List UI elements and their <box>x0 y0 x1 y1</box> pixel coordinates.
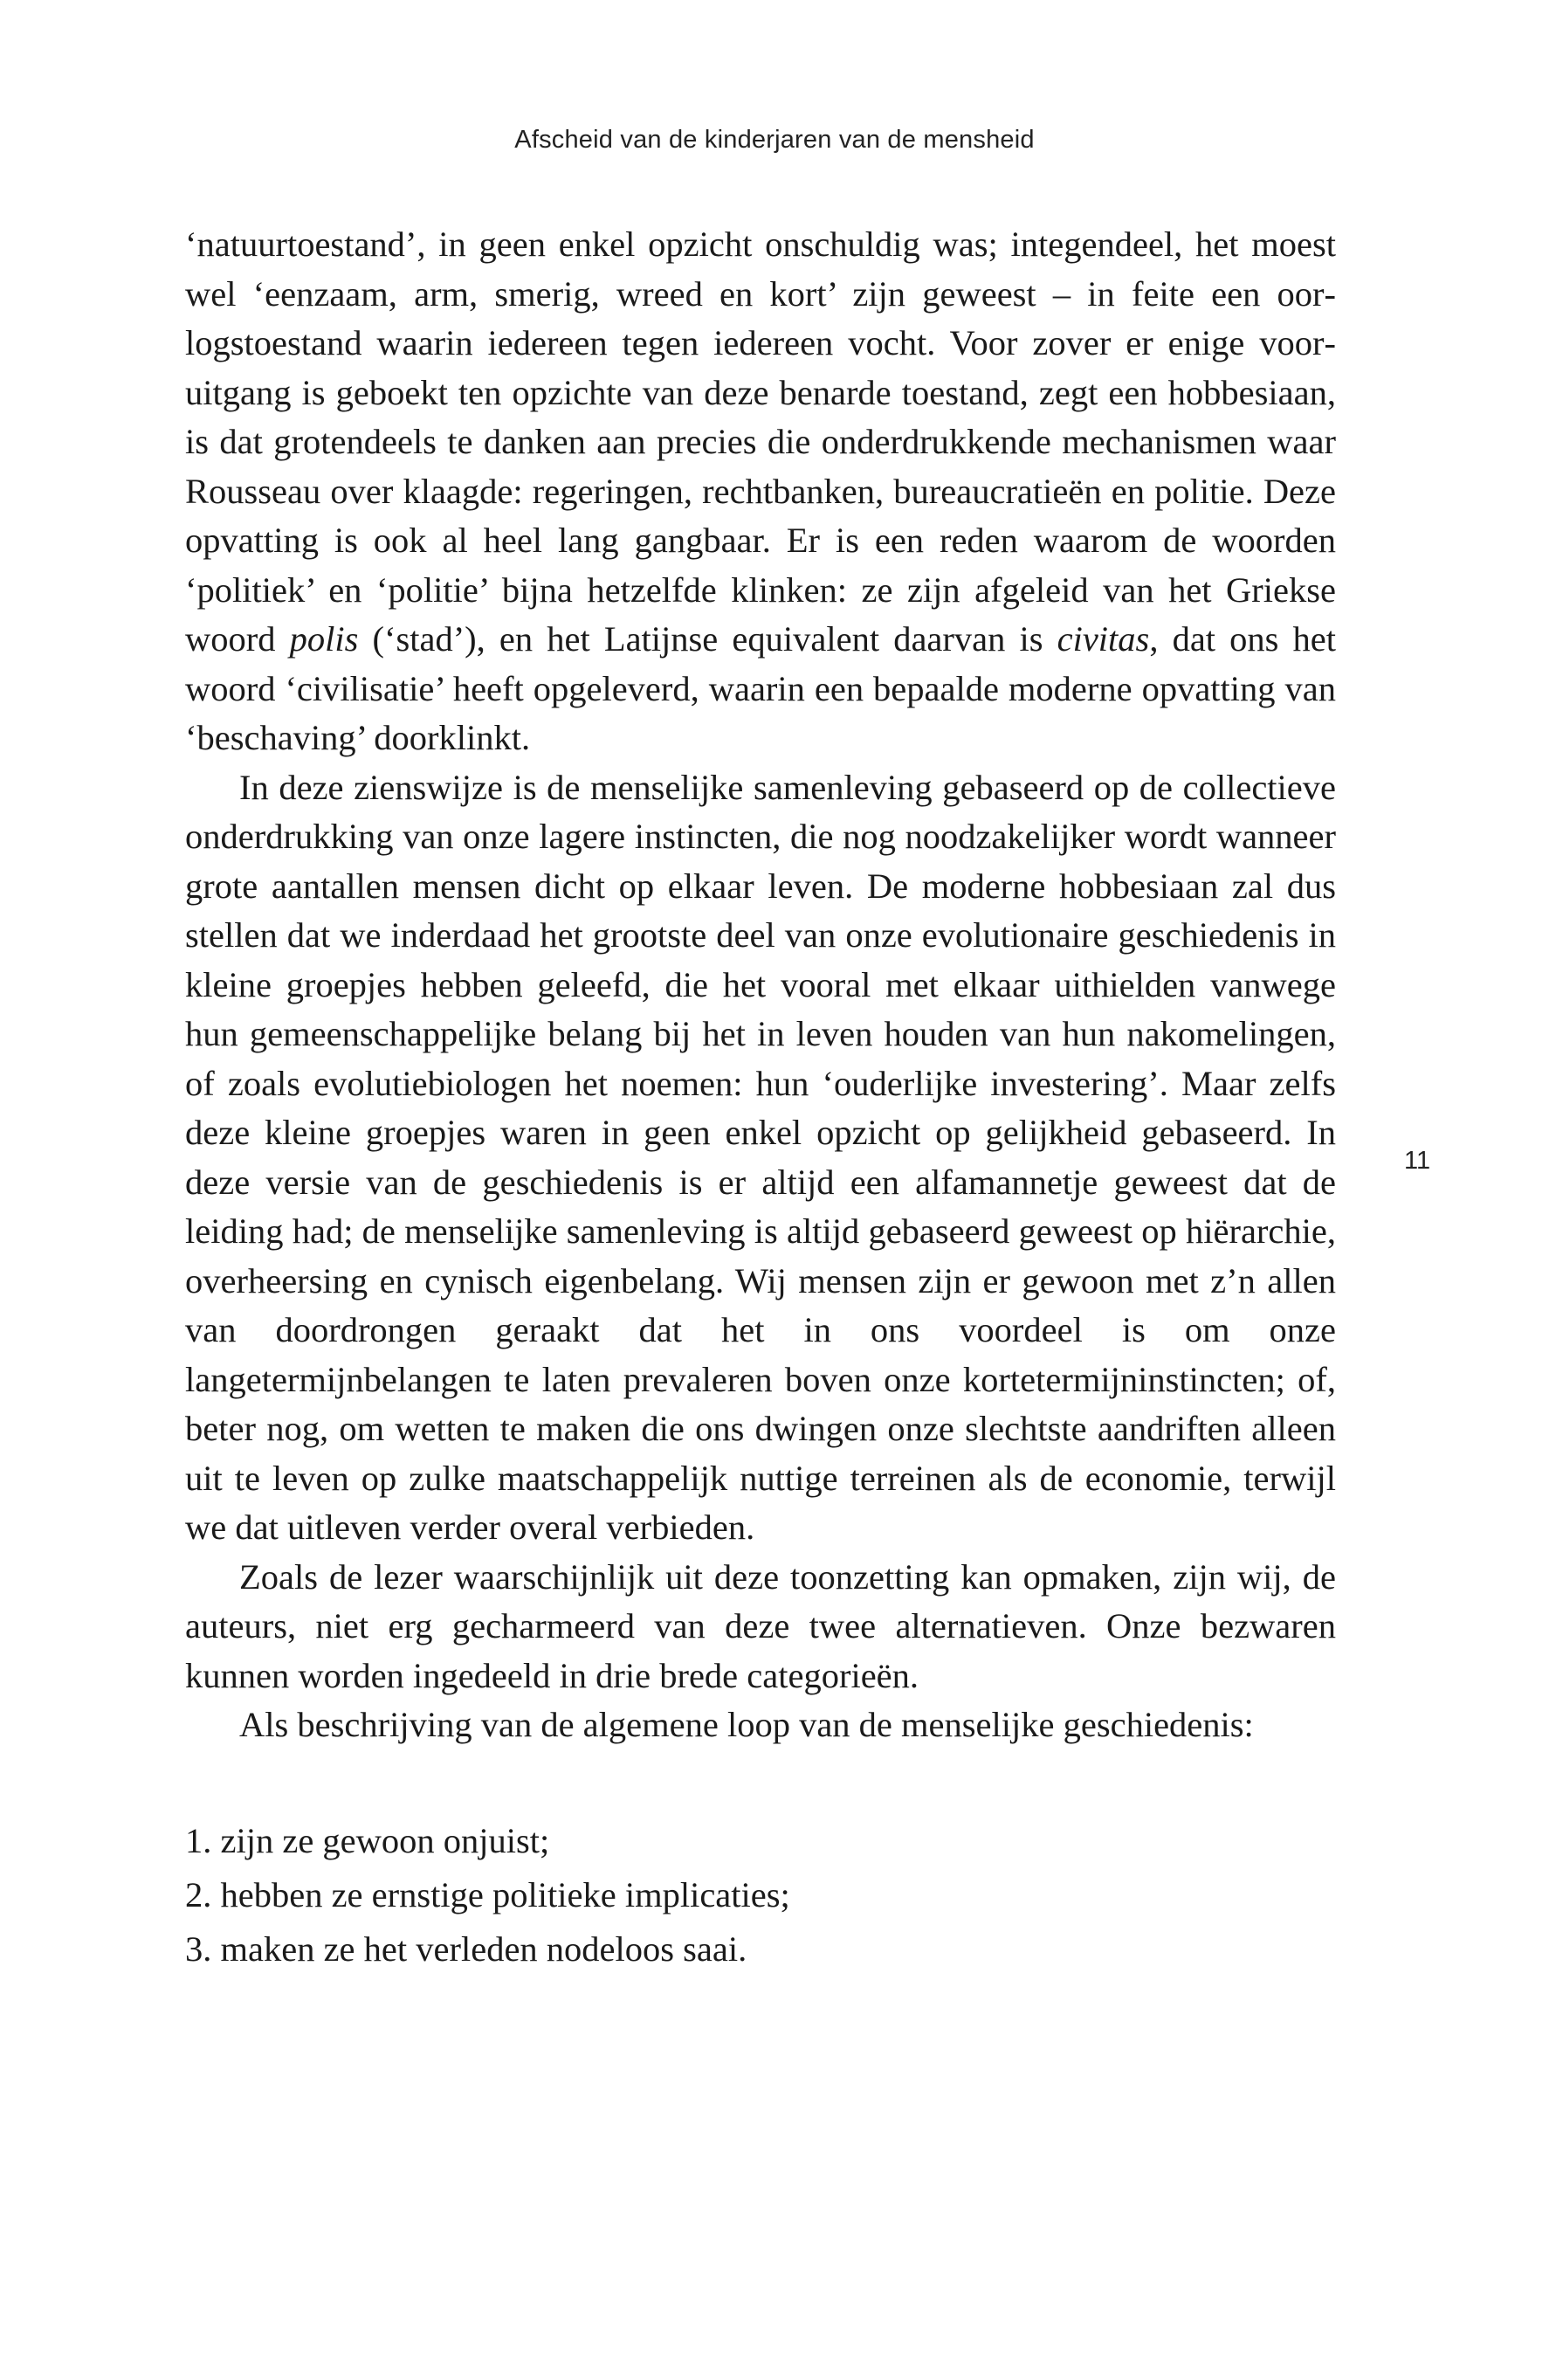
paragraph-1-text-mid: (‘stad’), en het Latijnse equivalent daarvan is <box>358 619 1057 659</box>
list-item: 2. hebben ze ernstige politieke implicaties; <box>185 1874 790 1914</box>
body-text <box>185 220 1336 1976</box>
paragraph-1-text-end: , dat ons het woord ‘civilisatie’ heeft opgeleverd, waarin een bepaalde moderne opvatting van ‘beschaving’ doorklinkt. <box>185 619 1336 757</box>
italic-civitas: civitas <box>1057 619 1150 659</box>
list-item: 1. zijn ze gewoon onjuist; <box>185 1820 550 1860</box>
paragraph-4: Als beschrijving van de algemene loop van de menselijke geschiedenis: <box>239 1705 1254 1744</box>
page-number: 11 <box>1404 1147 1431 1175</box>
running-head: Afscheid van de kinderjaren van de mensheid <box>514 126 1035 154</box>
paragraph-1-text: ‘natuurtoestand’, in geen enkel opzicht onschuldig was; integendeel, het moest wel ‘eenzaam, arm, smerig, wreed en kort’ zijn geweest – in feite een oorlogstoestand waarin iedereen tegen iedereen vocht. Voor zover er enige vooruitgang is geboekt ten opzichte van deze benarde toestand, zegt een hobbesiaan, is dat grotendeels te danken aan precies die onderdrukkende mechanismen waar Rousseau over klaagde: regeringen, rechtbanken, bureaucratieën en politie. Deze opvatting is ook al heel lang gangbaar. Er is een reden waarom de woorden ‘politiek’ en ‘politie’ bijna hetzelfde klinken: ze zijn afgeleid van het Griekse woord <box>185 224 1336 659</box>
list-item: 3. maken ze het verleden nodeloos saai. <box>185 1928 747 1969</box>
paragraph-2: In deze zienswijze is de menselijke samenleving gebaseerd op de collectieve onderdrukking van onze lagere instincten, die nog noodzakelijker wordt wanneer grote aantallen mensen dicht op elkaar leven. De moderne hobbesiaan zal dus stellen dat we inderdaad het grootste deel van onze evolutionaire geschiedenis in kleine groepjes hebben geleefd, die het vooral met elkaar uithielden vanwege hun gemeenschappelijke belang bij het in leven houden van hun nakomelingen, of zoals evolutiebiologen het noemen: hun ‘ouderlijke investering’. Maar zelfs deze kleine groepjes waren in geen enkel opzicht op gelijkheid gebaseerd. In deze versie van de geschiedenis is er altijd een alfamannetje geweest dat de leiding had; de menselijke samenleving is altijd gebaseerd geweest op hiërarchie, overheersing en cynisch eigenbelang. Wij mensen zijn er gewoon met z’n allen van doordrongen geraakt dat het in ons voordeel is om onze langetermijnbelangen te laten prevaleren boven onze kortetermijninstincten; of, beter nog, om wetten te maken die ons dwingen onze slechtste aandriften alleen uit te leven op zulke maatschappelijk nuttige terreinen als de economie, terwijl we dat uitleven verder overal verbieden. <box>185 767 1336 1547</box>
paragraph-3: Zoals de lezer waarschijnlijk uit deze toonzetting kan opmaken, zijn wij, de auteurs, niet erg gecharmeerd van deze twee alternatieven. Onze bezwaren kunnen worden ingedeeld in drie brede categorieën. <box>185 1556 1336 1695</box>
numbered-list <box>185 1814 1336 1976</box>
paragraph-1 <box>185 220 1336 763</box>
italic-polis: polis <box>289 619 359 659</box>
